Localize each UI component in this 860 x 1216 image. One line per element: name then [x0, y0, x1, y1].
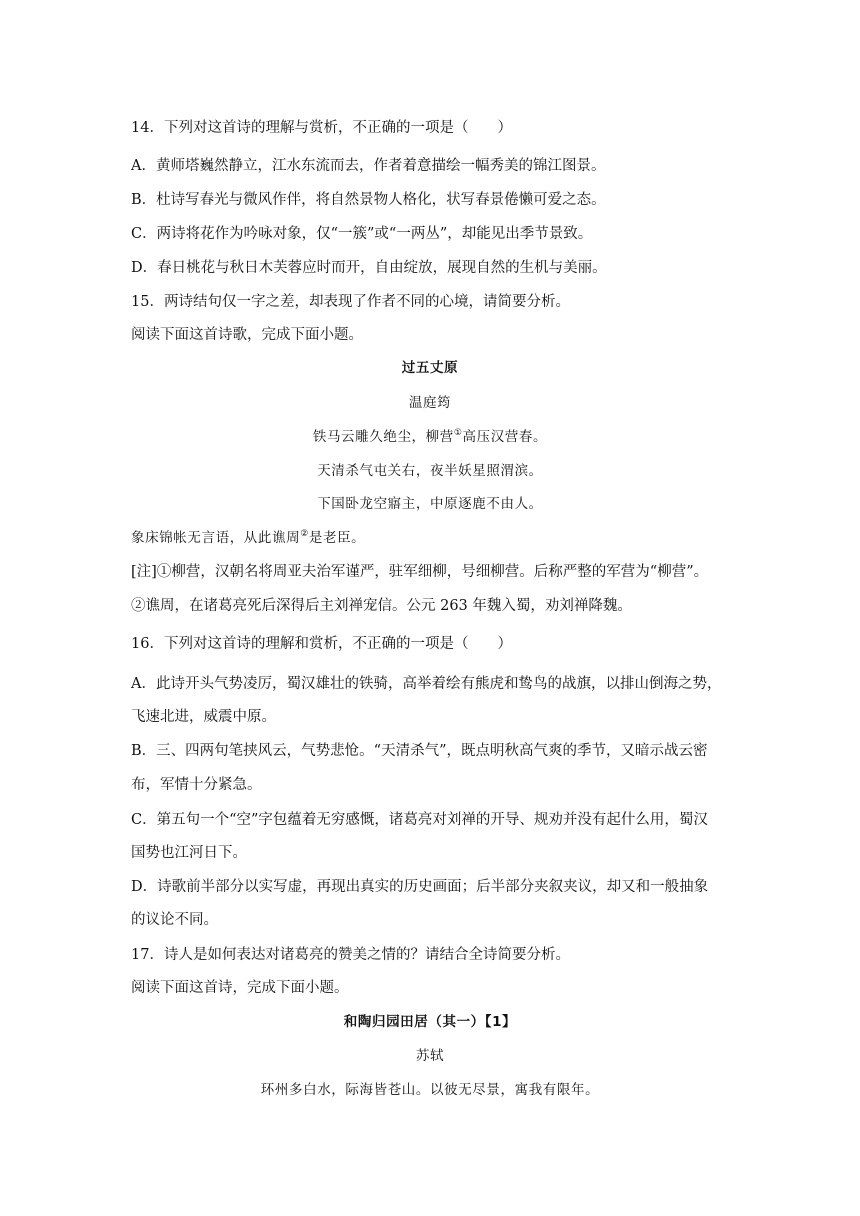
poem-line-4-rest: 是老臣。 [308, 530, 366, 546]
q17-stem: 17．诗人是如何表达对诸葛亮的赞美之情的？请结合全诗简要分析。 [131, 947, 570, 963]
q14-option-c: C．两诗将花作为吟咏对象，仅“一簇”或“一两丛”，却能见出季节景致。 [131, 226, 593, 242]
poem2-line-1: 环州多白水，际海皆苍山。以彼无尽景，寓我有限年。 [260, 1082, 600, 1098]
poem2-author: 苏轼 [415, 1048, 445, 1064]
q16-option-d-line2: 的议论不同。 [131, 912, 218, 928]
q14-stem: 14．下列对这首诗的理解与赏析，不正确的一项是（ ） [131, 120, 512, 136]
footnote-marker-1: ① [453, 428, 463, 438]
poem-line-1 [131, 427, 729, 447]
note-1: [注]①柳营，汉朝名将周亚夫治军谨严，驻军细柳，号细柳营。后称严整的军营为“柳营”。 [131, 564, 709, 580]
q14-option-a: A．黄师塔巍然静立，江水东流而去，作者着意描绘一幅秀美的锦江图景。 [131, 158, 606, 174]
poem-author: 温庭筠 [408, 395, 452, 411]
poem-line-1-rest: 高压汉营春。 [462, 429, 548, 445]
footnote-marker-2: ② [300, 529, 309, 539]
q16-option-a-line1: A．此诗开头气势凌厉，蜀汉雄壮的铁骑，高举着绘有熊虎和鸷鸟的战旗，以排山倒海之势， [131, 676, 722, 692]
q16-option-a-line2: 飞速北进，威震中原。 [131, 709, 276, 725]
q16-option-c-line1: C．第五句一个“空”字包蕴着无穷感慨，诸葛亮对刘禅的开导、规劝并没有起什么用，蜀汉 [131, 812, 708, 828]
q14-option-d: D．春日桃花与秋日木芙蓉应时而开，自由绽放，展现自然的生机与美丽。 [131, 260, 607, 276]
q16-stem: 16．下列对这首诗的理解和赏析，不正确的一项是（ ） [131, 636, 512, 652]
poem-line-4 [131, 528, 741, 548]
poem-line-1-text: 铁马云雕久绝尘，柳营 [312, 429, 454, 445]
q15-stem: 15．两诗结句仅一字之差，却表现了作者不同的心境，请简要分析。 [131, 294, 570, 310]
poem-line-3: 下国卧龙空寤主，中原逐鹿不由人。 [317, 496, 543, 512]
section2-intro: 阅读下面这首诗歌，完成下面小题。 [131, 327, 363, 343]
poem-line-4-text: 象床锦帐无言语，从此谯周 [131, 530, 301, 546]
poem-line-2: 天清杀气屯关右，夜半妖星照渭滨。 [317, 463, 543, 479]
q14-option-b: B．杜诗写春光与微风作伴，将自然景物人格化，状写春景倦懒可爱之态。 [131, 192, 606, 208]
note-2: ②谯周，在诸葛亮死后深得后主刘禅宠信。公元 263 年魏入蜀，劝刘禅降魏。 [131, 598, 632, 614]
q16-option-b-line2: 布，军情十分紧急。 [131, 777, 262, 793]
q16-option-d-line1: D．诗歌前半部分以实写虚，再现出真实的历史画面；后半部分夹叙夹议，却又和一般抽象 [131, 879, 709, 895]
q16-option-b-line1: B．三、四两句笔挟风云，气势悲怆。“天清杀气”，既点明秋高气爽的季节，又暗示战云密 [131, 743, 708, 759]
poem2-title: 和陶归园田居（其一）【1】 [343, 1014, 517, 1030]
q16-option-c-line2: 国势也江河日下。 [131, 845, 247, 861]
poem-title: 过五丈原 [401, 360, 459, 376]
section3-intro: 阅读下面这首诗，完成下面小题。 [131, 980, 349, 996]
